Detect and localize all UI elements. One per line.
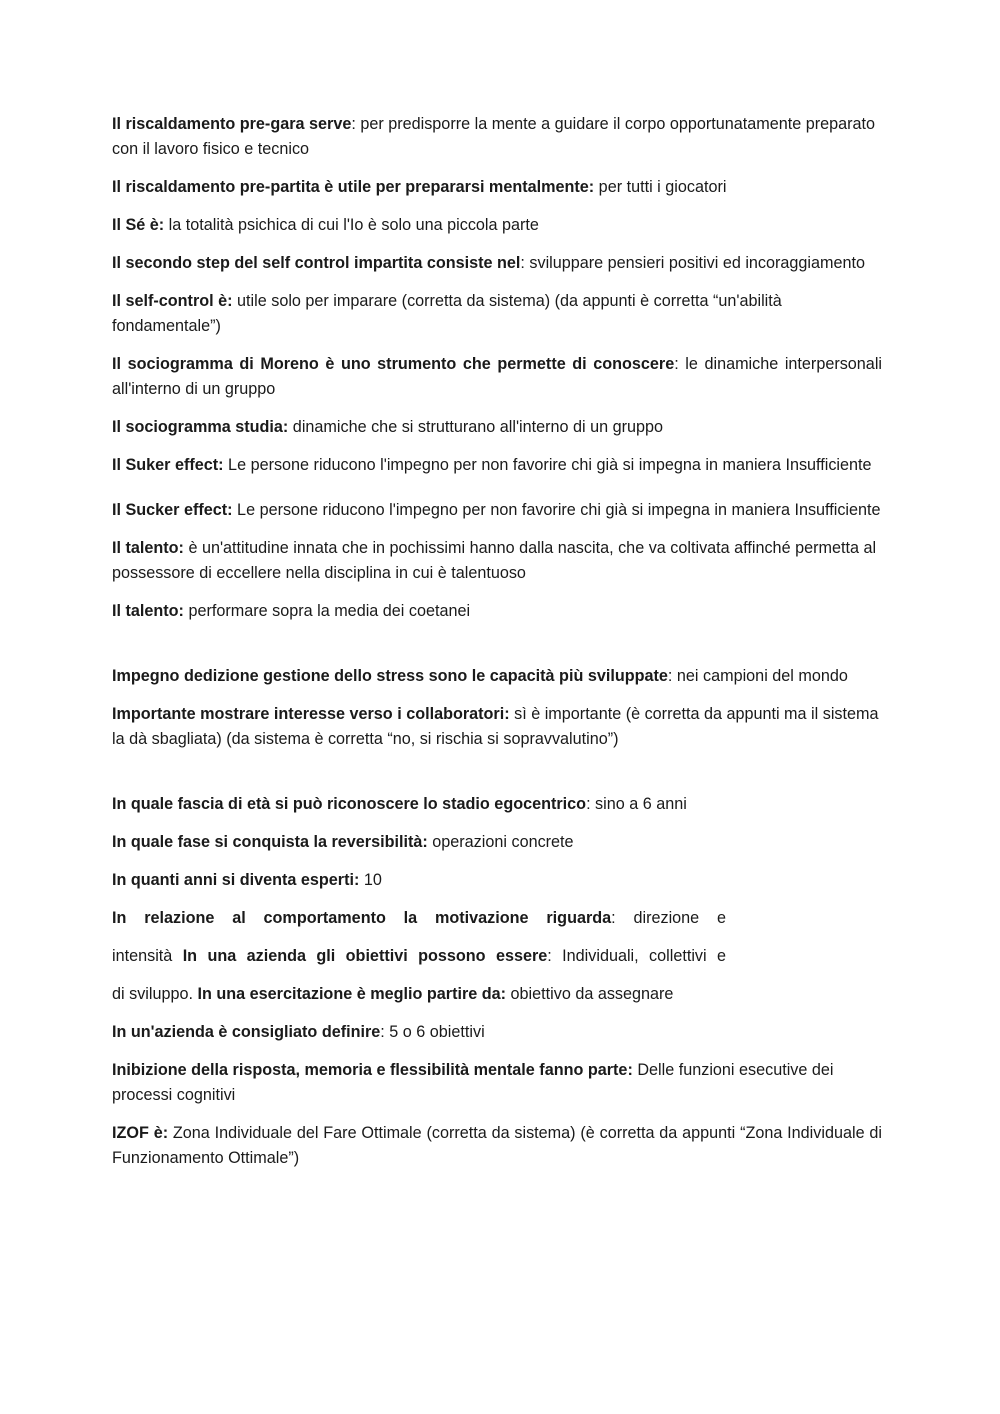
entry-question: Il Sé è: (112, 216, 165, 234)
entry-question: Il riscaldamento pre-gara serve (112, 115, 352, 133)
entry-question: Inibizione della risposta, memoria e flessibilità mentale fanno parte: (112, 1061, 633, 1079)
entry-answer: 5 o 6 obiettivi (384, 1023, 485, 1041)
entry-riscaldamento-pre-gara: Il riscaldamento pre-gara serve: per predisporre la mente a guidare il corpo opportunatamente preparato con il lavoro fisico e tecnico (112, 115, 876, 158)
entry-question: Il riscaldamento pre-partita è utile per prepararsi mentalmente: (112, 178, 595, 196)
entry-anni-esperti (112, 868, 882, 893)
entry-inibizione-risposta (112, 1058, 882, 1108)
entry-suker-effect (112, 453, 882, 478)
entry-answer: 10 (359, 871, 382, 889)
entry-interesse-collaboratori (112, 702, 882, 752)
entry-question: In relazione al comportamento la motivazione riguarda (112, 909, 612, 927)
document-page (112, 112, 882, 1184)
mixed-line-3: di sviluppo. In una esercitazione è meglio partire da: obiettivo da assegnare (112, 985, 674, 1003)
entry-question: In quanti anni si diventa esperti: (112, 871, 360, 889)
entry-question: Il sociogramma di Moreno è uno strumento che permette di conoscere (112, 355, 675, 373)
entry-answer: la totalità psichica di cui l'Io è solo una piccola parte (164, 216, 539, 234)
entry-sucker-effect (112, 498, 882, 523)
entry-answer: per predisporre la mente a guidare il corpo opportunatamente preparato con il lavoro fisico e tecnico (112, 115, 876, 158)
entry-answer: Le persone riducono l'impegno per non favorire chi già si impegna in maniera Insufficiente (232, 501, 881, 519)
entry-question: Il self-control è: (112, 292, 233, 310)
entry-answer: operazioni concrete (427, 833, 574, 851)
entry-question: Importante mostrare interesse verso i collaboratori: (112, 705, 510, 723)
entry-answer: sino a 6 anni (590, 795, 687, 813)
entry-answer: Zona Individuale del Fare Ottimale (corretta da sistema) (è corretta da appunti “Zona Individuale di Funzionamento Ottimale”) (112, 1124, 882, 1167)
entry-question: Il talento: (112, 602, 184, 620)
entry-answer: : direzione e (611, 909, 727, 927)
entry-answer: per tutti i giocatori (594, 178, 727, 196)
entry-stadio-egocentrico: In quale fascia di età si può riconoscere lo stadio egocentrico: sino a 6 anni (112, 795, 687, 813)
entry-answer: utile solo per imparare (corretta da sistema) (da appunti è corretta “un'abilità fondamentale”) (112, 292, 782, 335)
entry-answer: Delle funzioni esecutive dei processi cognitivi (112, 1061, 834, 1104)
entry-question: In una azienda gli obiettivi possono essere (182, 947, 548, 965)
entry-answer: sviluppare pensieri positivi ed incoraggiamento (524, 254, 866, 272)
entry-answer: : Individuali, collettivi e (547, 947, 726, 965)
entry-sociogramma-studia (112, 415, 882, 440)
entry-question: In un'azienda è consigliato definire (112, 1023, 381, 1041)
entry-answer: le dinamiche interpersonali all'interno di un gruppo (112, 355, 883, 398)
entry-riscaldamento-pre-partita (112, 175, 882, 200)
entry-answer: è un'attitudine innata che in pochissimi hanno dalla nascita, che va coltivata affinché permetta al possessore di eccellere nella disciplina in cui è talentuoso (112, 539, 877, 582)
entry-question: Il Suker effect: (112, 456, 224, 474)
entry-azienda-obiettivi: In un'azienda è consigliato definire: 5 o 6 obiettivi (112, 1023, 485, 1041)
entry-question: In quale fascia di età si può riconoscere lo stadio egocentrico (112, 795, 587, 813)
entry-secondo-step-self-control: Il secondo step del self control impartita consiste nel: sviluppare pensieri positivi ed incoraggiamento (112, 254, 866, 272)
entry-question: In quale fase si conquista la reversibilità: (112, 833, 428, 851)
entry-reversibilita (112, 830, 882, 855)
entry-talento-1 (112, 536, 882, 586)
entry-answer: dinamiche che si strutturano all'interno di un gruppo (288, 418, 664, 436)
entry-izof (112, 1121, 882, 1171)
entry-question: In una esercitazione è meglio partire da: (197, 985, 507, 1003)
entry-question: Il talento: (112, 539, 184, 557)
entry-sociogramma-moreno: Il sociogramma di Moreno è uno strumento che permette di conoscere: le dinamiche interpersonali all'interno di un gruppo (112, 355, 883, 398)
mixed-line-2: intensità In una azienda gli obiettivi possono essere: Individuali, collettivi e (112, 947, 726, 965)
entry-question: IZOF è: (112, 1124, 169, 1142)
mixed-block (112, 906, 726, 1007)
entry-question: Il Sucker effect: (112, 501, 233, 519)
entry-question: Il secondo step del self control impartita consiste nel (112, 254, 521, 272)
entry-answer: sì è importante (è corretta da appunti ma il sistema la dà sbagliata) (da sistema è corretta “no, si rischia si sopravvalutino”) (112, 705, 879, 748)
entry-talento-2 (112, 599, 882, 624)
entry-self-control (112, 289, 882, 339)
entry-answer: performare sopra la media dei coetanei (183, 602, 471, 620)
entry-impegno-dedizione: Impegno dedizione gestione dello stress sono le capacità più sviluppate: nei campioni del mondo (112, 667, 848, 685)
entry-answer: nei campioni del mondo (672, 667, 848, 685)
entry-il-se (112, 213, 882, 238)
entry-question: Impegno dedizione gestione dello stress sono le capacità più sviluppate (112, 667, 668, 685)
entry-answer: obiettivo da assegnare (506, 985, 674, 1003)
entry-question: Il sociogramma studia: (112, 418, 289, 436)
entry-answer: Le persone riducono l'impegno per non favorire chi già si impegna in maniera Insufficiente (223, 456, 872, 474)
mixed-line-1 (112, 906, 726, 931)
